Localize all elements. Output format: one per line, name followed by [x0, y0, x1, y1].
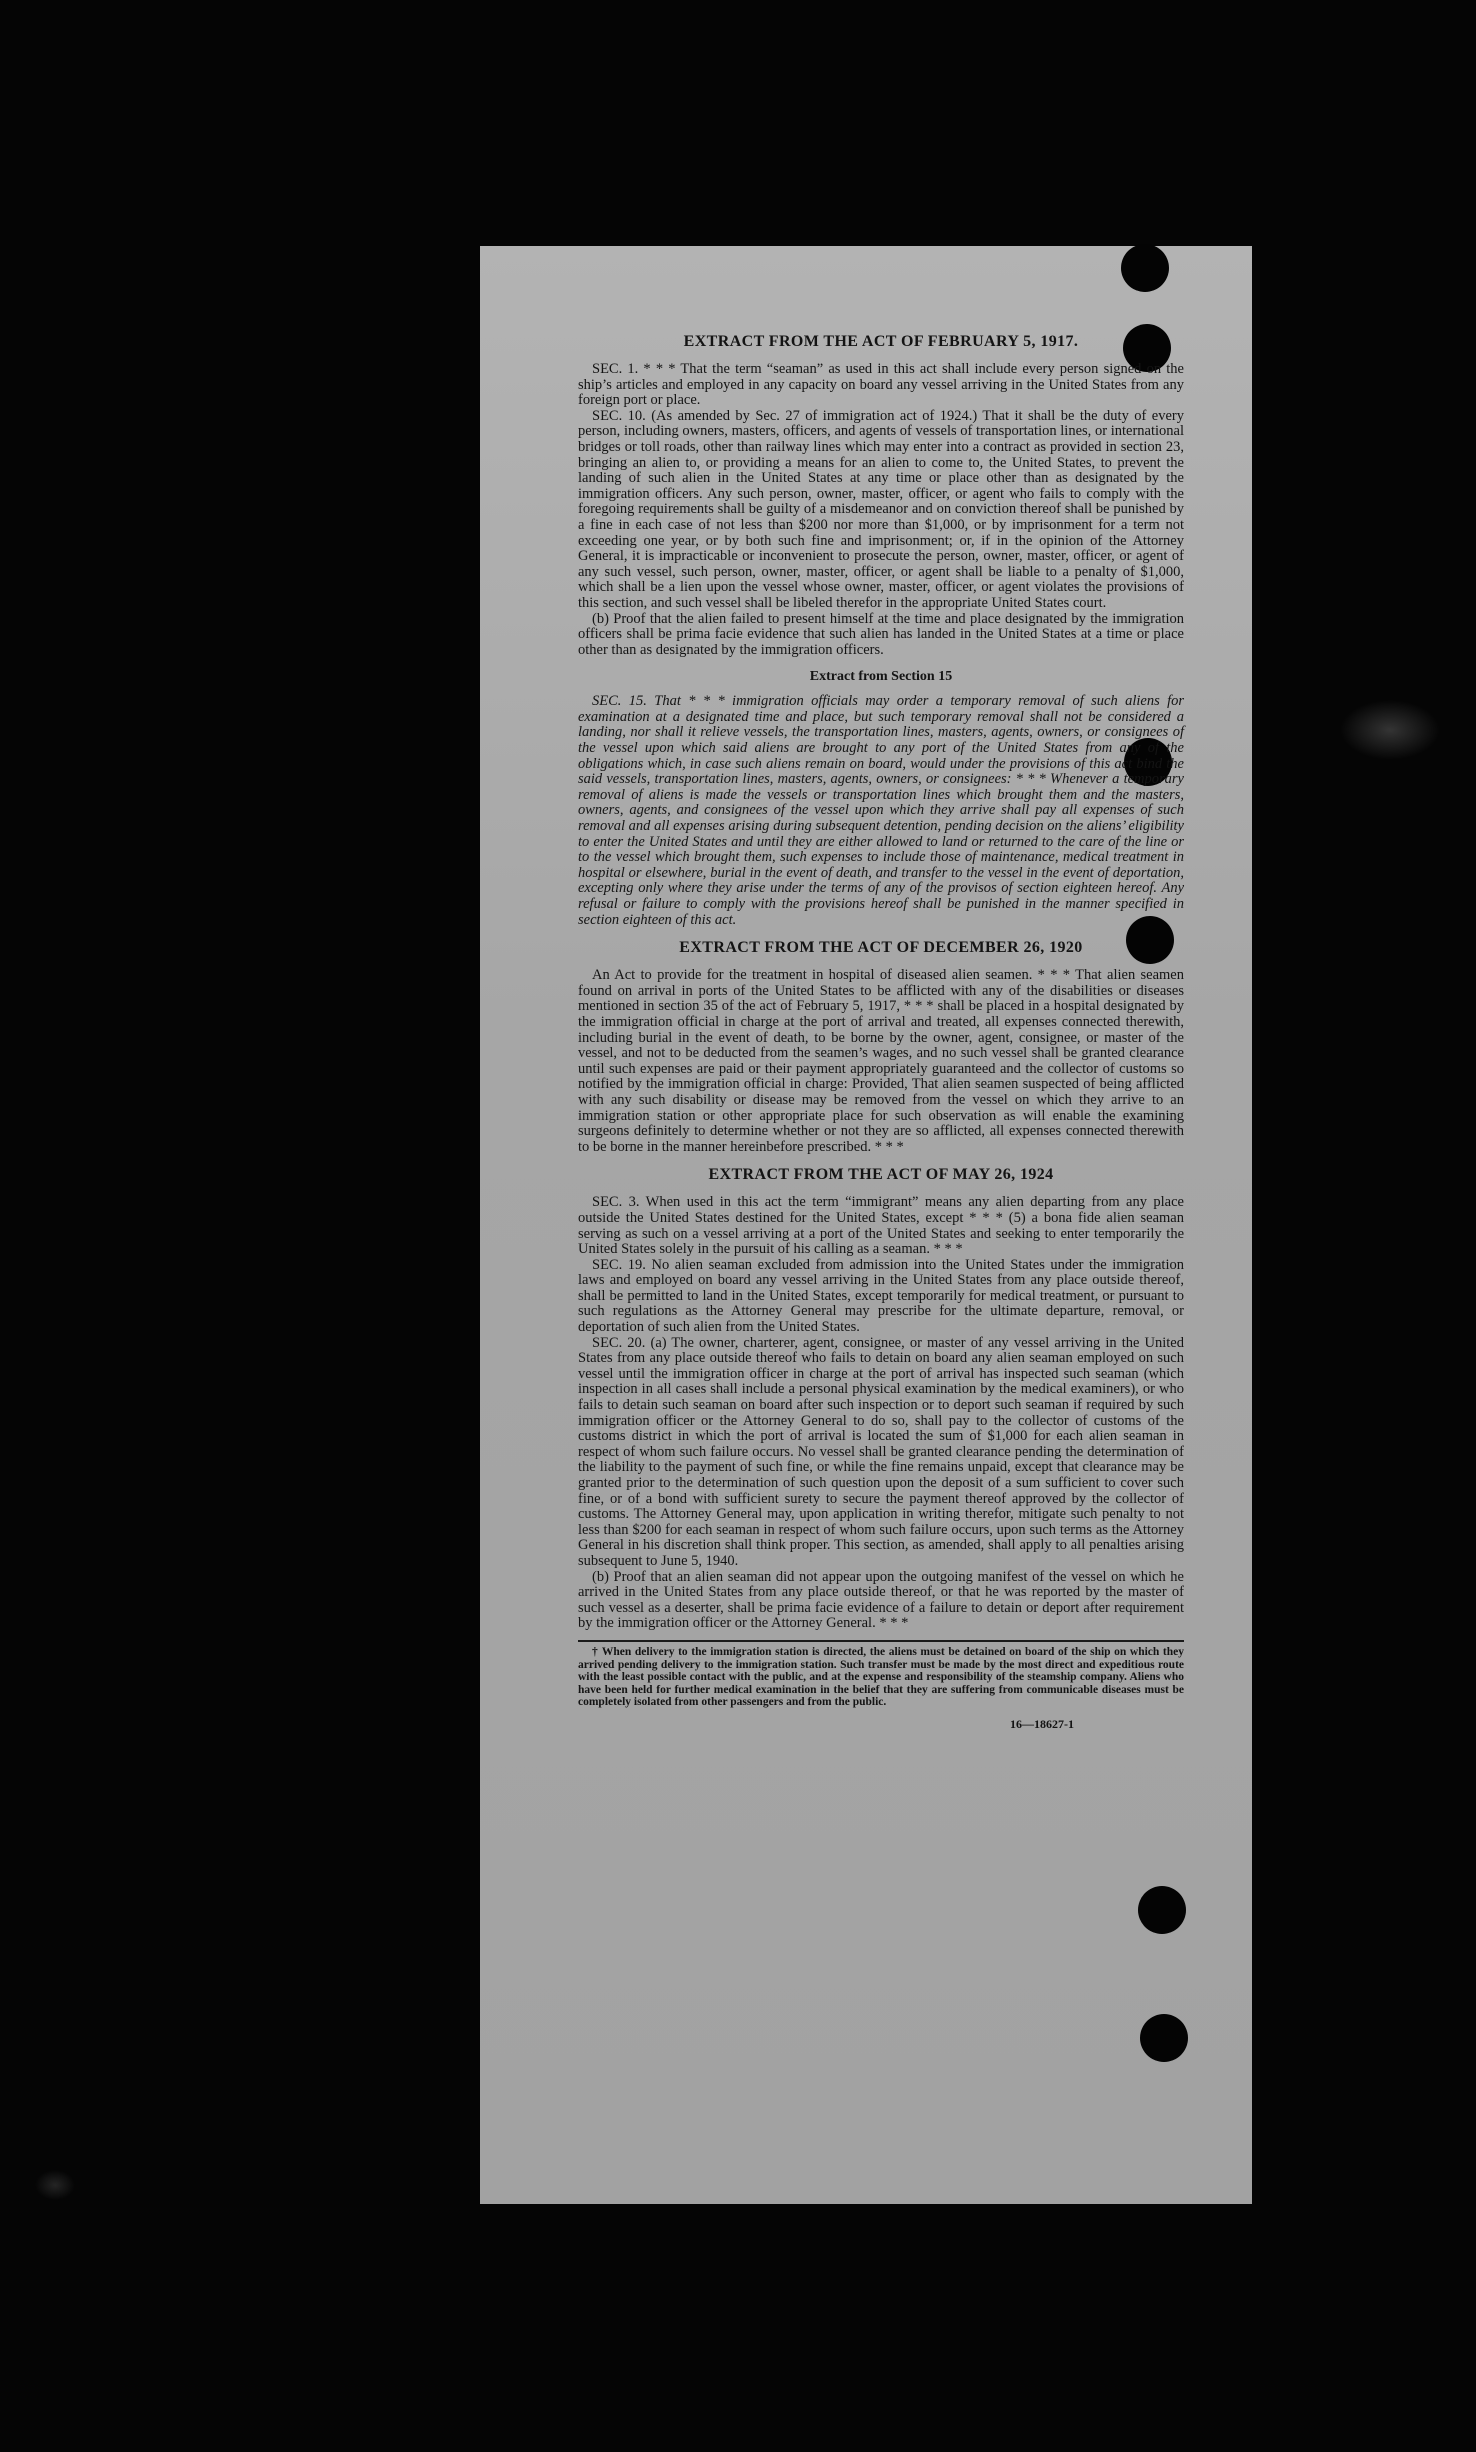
paragraph-sec-1: SEC. 1. * * * That the term “seaman” as used in this act shall include every person signed on the ship’s articles and employed in any capacity on board any vessel arriving in the United States from any foreign port or place. [578, 361, 1184, 409]
punch-hole [1138, 1886, 1186, 1934]
heading-act-1920: EXTRACT FROM THE ACT OF DECEMBER 26, 1920 [679, 939, 1083, 957]
document-page [480, 246, 1252, 2204]
paragraph-sec-20: SEC. 20. (a) The owner, charterer, agent, consignee, or master of any vessel arriving in the United States from any place outside thereof who fails to detain on board any alien seaman employed on such vessel until the immigration officer in charge at the port of arrival has inspected such seaman (which inspection in all cases shall include a personal physical examination by the medical examiners), or who fails to detain such seaman on board after such inspection or to deport such seaman if required by such immigration officer or the Attorney General to do so, shall pay to the collector of customs of the customs district in which the port of arrival is located the sum of $1,000 for each alien seaman in respect of whom such failure occurs. No vessel shall be granted clearance pending the determination of the liability to the payment of such fine, or while the fine remains unpaid, except that clearance may be granted prior to the determination of such question upon the deposit of a sum sufficient to cover such fine, or of a bond with sufficient surety to secure the payment thereof approved by the collector of customs. The Attorney General may, upon application in writing therefor, mitigate such penalty to not less than $200 for each seaman in respect of whom such failure occurs, upon such terms as the Attorney General in his discretion shall think proper. This section, as amended, shall apply to all penalties arising subsequent to June 5, 1940. [578, 1334, 1184, 1569]
scan-noise [35, 2170, 75, 2200]
heading-act-1917: EXTRACT FROM THE ACT OF FEBRUARY 5, 1917. [683, 333, 1079, 350]
scan-noise [1340, 700, 1440, 760]
paragraph-sec-10: SEC. 10. (As amended by Sec. 27 of immigration act of 1924.) That it shall be the duty of every person, including owners, masters, officers, and agents of vessels of transportation lines, or international bridges or toll roads, other than railway lines which may enter into a contract as provided in section 23, bringing an alien to, or providing a means for an alien to come to, the United States, to prevent the landing of such alien in the United States at any time or place other than as designated by the immigration officers. Any such person, owner, master, officer, or agent who fails to comply with the foregoing requirements shall be guilty of a misdemeanor and on conviction thereof shall be punished by a fine in each case of not less than $200 nor more than $1,000, or by imprisonment for a term not exceeding one year, or by both such fine and imprisonment; or, if in the opinion of the Attorney General, it is impracticable or inconvenient to prosecute the person, owner, master, officer, or agent of any such vessel, such person, owner, master, officer, or agent shall be liable to a penalty of $1,000, which shall be a lien upon the vessel whose owner, master, officer, or agent violates the provisions of this section, and such vessel shall be libeled therefor in the appropriate United States court. [578, 407, 1184, 611]
punch-hole [1121, 244, 1169, 292]
paragraph-sec-3: SEC. 3. When used in this act the term “immigrant” means any alien departing from any place outside the United States destined for the United States, except * * * (5) a bona fide alien seaman serving as such on a vessel arriving at a port of the United States and seeking to enter temporarily the United States solely in the pursuit of his calling as a seaman. * * * [578, 1194, 1184, 1258]
document-content [578, 332, 1184, 1732]
heading-act-1924: EXTRACT FROM THE ACT OF MAY 26, 1924 [708, 1166, 1054, 1184]
paragraph-sec-20b: (b) Proof that an alien seaman did not appear upon the outgoing manifest of the vessel on which he arrived in the United States from any place outside thereof, or that he was reported by the master of such vessel as a deserter, shall be prima facie evidence of a failure to detain or deport after requirement by the immigration officer or the Attorney General. * * * [578, 1568, 1184, 1632]
footnote [578, 1640, 1184, 1709]
paragraph-sec-15: SEC. 15. That * * * immigration officials may order a temporary removal of such aliens for examination at a designated time and place, but such temporary removal shall not be considered a landing, nor shall it relieve vessels, the transportation lines, masters, agents, owners, or consignees of the vessel upon which said aliens are brought to any port of the United States from any of the obligations which, in case such aliens remain on board, would under the provisions of this act bind the said vessels, transportation lines, masters, agents, owners, or consignees: * * * Whenever a temporary removal of aliens is made the vessels or transportation lines which brought them and the masters, owners, agents, and consignees of the vessel upon which they arrive shall pay all expenses of such removal and all expenses arising during subsequent detention, pending decision on the aliens’ eligibility to enter the United States and until they are either allowed to land or returned to the care of the line or to the vessel which brought them, such expenses to include those of maintenance, medical treatment in hospital or elsewhere, burial in the event of death, and transfer to the vessel in the event of deportation, excepting only where they arise under the terms of any of the provisos of section eighteen hereof. Any refusal or failure to comply with the provisions hereof shall be punished in the manner specified in section eighteen of this act. [578, 693, 1184, 928]
footnote-text: † When delivery to the immigration station is directed, the aliens must be detained on board of the ship on which they arrived pending delivery to the immigration station. Such transfer must be made by the most direct and expeditious route with the least possible contact with the public, and at the expense and responsibility of the steamship company. Aliens who have been held for further medical examination in the belief that they are suffering from communicable diseases must be completely isolated from other passengers and from the public. [578, 1645, 1184, 1709]
paragraph-act-1920: An Act to provide for the treatment in hospital of diseased alien seamen. * * * That alien seamen found on arrival in ports of the United States to be afflicted with any of the disabilities or diseases mentioned in section 35 of the act of February 5, 1917, * * * shall be placed in a hospital designated by the immigration official in charge at the port of arrival and treated, all expenses connected therewith, including burial in the event of death, to be borne by the owner, agent, consignee, or master of the vessel, and not to be deducted from the seamen’s wages, and no such vessel shall be granted clearance until such expenses are paid or their payment appropriately guaranteed and the collector of customs so notified by the immigration official in charge: Provided, That alien seamen suspected of being afflicted with any such disability or disease may be removed from the vessel on which they arrive to an immigration station or other appropriate place for such observation as will enable the examining surgeons definitely to determine whether or not they are so afflicted, all expenses connected therewith to be borne in the manner hereinbefore prescribed. * * * [578, 967, 1184, 1155]
punch-hole [1140, 2014, 1188, 2062]
paragraph-sec-19: SEC. 19. No alien seaman excluded from admission into the United States under the immigration laws and employed on board any vessel arriving in the United States from any place outside thereof, shall be permitted to land in the United States, except temporarily for medical treatment, or pursuant to such regulations as the Attorney General may prescribe for the ultimate departure, removal, or deportation of such alien from the United States. [578, 1256, 1184, 1336]
paragraph-sec-10b: (b) Proof that the alien failed to present himself at the time and place designated by the immigration officers shall be prima facie evidence that such alien has landed in the United States at a time or place other than as designated by the immigration officers. [578, 610, 1184, 658]
heading-section-15: Extract from Section 15 [809, 669, 953, 685]
form-number: 16—18627-1 [1010, 1716, 1074, 1731]
